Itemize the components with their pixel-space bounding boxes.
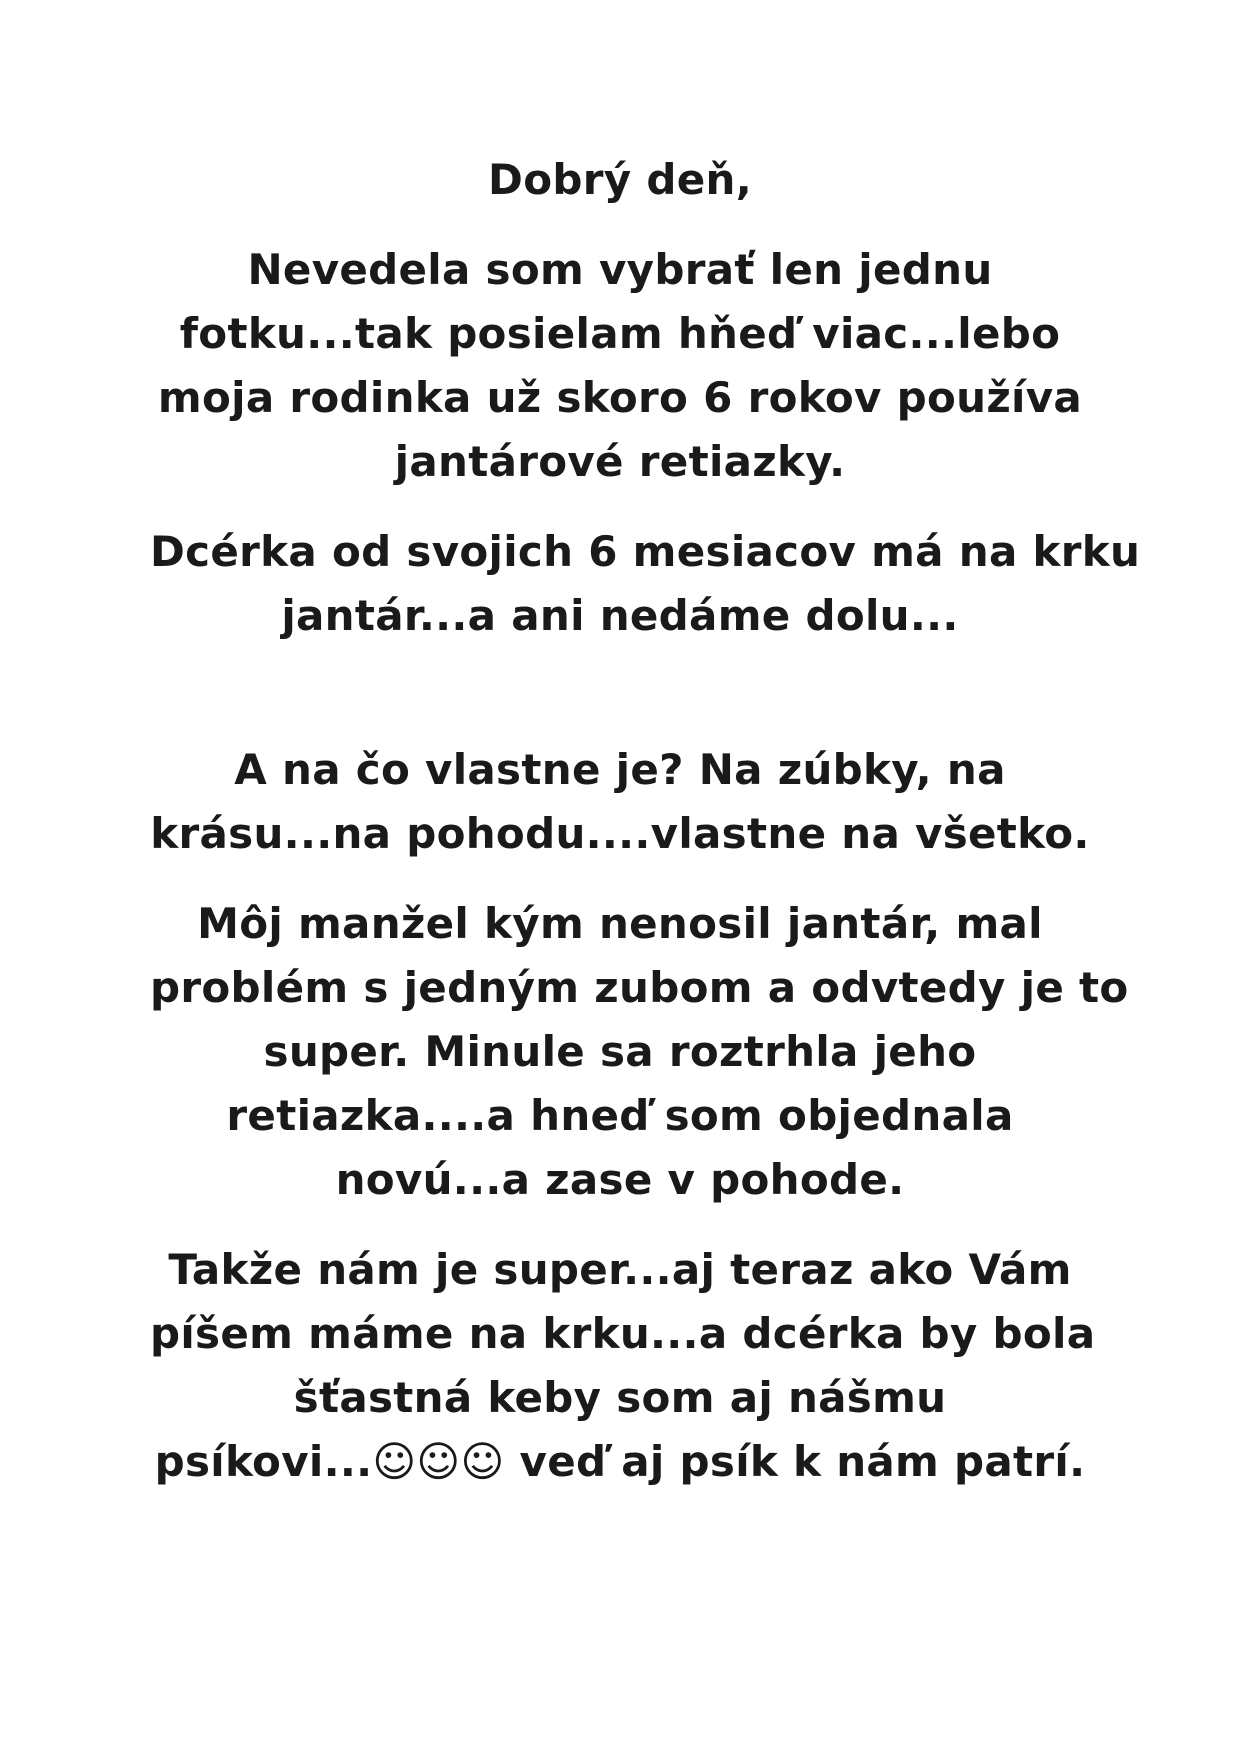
text-line: Takže nám je super...aj teraz ako Vám — [168, 1245, 1072, 1294]
text-line: A na čo vlastne je? Na zúbky, na — [234, 745, 1006, 794]
text-line: moja rodinka už skoro 6 rokov používa — [157, 373, 1083, 422]
text-line: krásu...na pohodu....vlastne na všetko. — [150, 809, 1090, 858]
paragraph-2 — [150, 520, 1141, 648]
text-line: retiazka....a hneď som objednala — [226, 1091, 1014, 1140]
paragraph-4 — [150, 892, 1129, 1212]
text-line: novú...a zase v pohode. — [335, 1155, 905, 1204]
letter-body — [150, 148, 1141, 1494]
text-line: fotku...tak posielam hňeď viac...lebo — [179, 309, 1061, 358]
text-line: super. Minule sa roztrhla jeho — [263, 1027, 977, 1076]
paragraph-spacer — [150, 1212, 1090, 1238]
text-line: píšem máme na krku...a dcérka by bola — [150, 1309, 1096, 1358]
greeting — [150, 148, 1090, 212]
paragraph-1 — [150, 238, 1090, 494]
paragraph-3 — [150, 738, 1090, 866]
paragraph-spacer — [150, 212, 1090, 238]
text-line: šťastná keby som aj nášmu — [293, 1373, 947, 1422]
text-line: Môj manžel kým nenosil jantár, mal — [197, 899, 1043, 948]
text-line: jantár...a ani nedáme dolu... — [281, 591, 959, 640]
text-line: Nevedela som vybrať len jednu — [247, 245, 993, 294]
text-line: jantárové retiazky. — [394, 437, 846, 486]
text-line: Dcérka od svojich 6 mesiacov má na krku — [150, 527, 1141, 576]
text-line: problém s jedným zubom a odvtedy je to — [150, 963, 1129, 1012]
text-line: psíkovi...☺☺☺ veď aj psík k nám patrí. — [154, 1437, 1086, 1486]
paragraph-5 — [150, 1238, 1096, 1494]
greeting-line: Dobrý deň, — [488, 155, 752, 204]
paragraph-spacer — [150, 866, 1090, 892]
paragraph-spacer — [150, 494, 1090, 520]
paragraph-spacer — [150, 648, 1090, 738]
